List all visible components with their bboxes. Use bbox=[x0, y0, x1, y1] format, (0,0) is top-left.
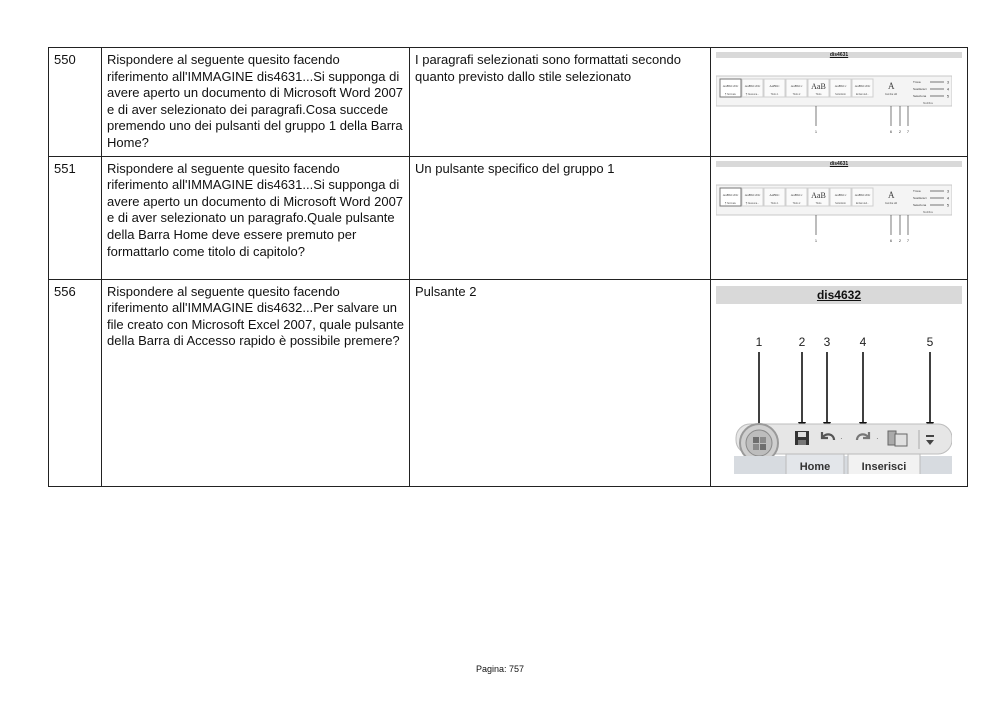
style-sample-text: AaB bbox=[811, 82, 826, 91]
callout-number: 4 bbox=[947, 87, 949, 92]
editing-command-label: Sostituisci bbox=[913, 195, 927, 200]
figure-title: dis4631 bbox=[716, 52, 962, 58]
style-sample-text: AaBbC bbox=[769, 84, 780, 88]
callout-number: 3 bbox=[823, 334, 831, 349]
tab-inserisci: Inserisci bbox=[861, 460, 907, 473]
callout-number: 4 bbox=[947, 196, 949, 201]
style-sample-text: AaBbCcDc bbox=[722, 84, 739, 88]
change-styles-icon: A bbox=[888, 189, 895, 200]
style-name-label: Titolo 1 bbox=[770, 201, 779, 205]
svg-text:·: · bbox=[840, 433, 843, 443]
callout-number: 6 bbox=[890, 130, 892, 134]
editing-command-label: Trova bbox=[913, 80, 921, 84]
callout-number: 4 bbox=[859, 334, 867, 349]
group-label: Modifica bbox=[923, 210, 933, 214]
style-sample-text: AaBbC bbox=[769, 192, 780, 197]
style-name-label: Enfasi deli... bbox=[855, 201, 870, 205]
callout-number: 7 bbox=[907, 130, 909, 134]
question-text: Rispondere al seguente quesito facendo riferimento all'IMMAGINE dis4632...Per salvare un file creato con Microsoft Excel 2007, quale pulsante della Barra di Accesso rapido è possibile premere? bbox=[102, 279, 410, 486]
callout-number: 5 bbox=[926, 334, 934, 349]
figure-cell bbox=[711, 48, 968, 157]
question-number: 550 bbox=[49, 48, 102, 157]
change-styles-label: Cambia stili bbox=[884, 201, 898, 205]
style-sample-text: AaBbCc bbox=[834, 192, 847, 197]
style-sample-text: AaBbCc bbox=[790, 192, 803, 197]
style-sample-text: AaBbCcDc bbox=[744, 192, 761, 197]
callout-number: 7 bbox=[907, 238, 909, 243]
group-label: Modifica bbox=[923, 102, 933, 105]
save-icon bbox=[795, 431, 809, 445]
table-row bbox=[49, 279, 968, 486]
questions-table bbox=[48, 47, 968, 487]
answer-text: Pulsante 2 bbox=[410, 279, 711, 486]
callout-number: 5 bbox=[947, 203, 949, 208]
callout-number: 2 bbox=[798, 334, 806, 349]
table-row bbox=[49, 156, 968, 279]
callout-number: 3 bbox=[947, 80, 949, 85]
change-styles-label: Cambia stili bbox=[884, 93, 898, 96]
editing-command-label: Seleziona bbox=[913, 94, 927, 98]
figure-cell bbox=[711, 279, 968, 486]
style-sample-text: AaBbCcDc bbox=[854, 192, 871, 197]
style-name-label: ¶ Normale bbox=[725, 93, 736, 96]
callout-number: 2 bbox=[899, 130, 901, 134]
page-footer: Pagina: 757 bbox=[475, 664, 525, 674]
style-name-label: Titolo 2 bbox=[792, 93, 801, 96]
style-name-label: ¶ Nessuna... bbox=[745, 201, 760, 205]
question-text: Rispondere al seguente quesito facendo riferimento all'IMMAGINE dis4631...Si supponga di avere aperto un documento di Microsoft Word 2007 e di aver selezionato un paragrafo.Quale pulsante della Barra Home deve essere premuto per formattarlo come titolo di capitolo? bbox=[102, 156, 410, 279]
style-sample-text: AaB bbox=[811, 190, 826, 200]
styles-ribbon-graphic bbox=[716, 58, 952, 138]
style-name-label: Titolo bbox=[815, 93, 822, 96]
style-sample-text: AaBbCc bbox=[834, 84, 847, 88]
figure-title: dis4631 bbox=[716, 161, 962, 167]
editing-command-label: Sostituisci bbox=[913, 87, 927, 91]
style-name-label: Titolo 1 bbox=[770, 93, 779, 96]
style-name-label: ¶ Nessuna... bbox=[745, 93, 760, 96]
style-sample-text: AaBbCc bbox=[790, 84, 803, 88]
styles-ribbon-figure bbox=[716, 167, 962, 247]
change-styles-icon: A bbox=[888, 81, 895, 91]
editing-command-label: Seleziona bbox=[913, 202, 927, 207]
quick-access-toolbar-figure bbox=[716, 304, 952, 474]
style-sample-text: AaBbCcDc bbox=[722, 192, 739, 197]
callout-number: 2 bbox=[899, 238, 901, 243]
style-name-label: Sottotitolo bbox=[835, 201, 846, 205]
styles-ribbon-graphic bbox=[716, 167, 952, 247]
callout-number: 1 bbox=[815, 238, 817, 243]
style-name-label: Sottotitolo bbox=[835, 93, 846, 96]
svg-text:·: · bbox=[876, 433, 879, 443]
styles-ribbon-figure bbox=[716, 58, 962, 138]
figure-cell bbox=[711, 156, 968, 279]
question-number: 551 bbox=[49, 156, 102, 279]
style-name-label: Enfasi deli... bbox=[855, 93, 870, 96]
tab-home: Home bbox=[799, 460, 831, 473]
callout-number: 5 bbox=[947, 94, 949, 99]
callout-number: 1 bbox=[755, 334, 763, 349]
question-text: Rispondere al seguente quesito facendo riferimento all'IMMAGINE dis4631...Si supponga di avere aperto un documento di Microsoft Word 2007 e di aver selezionato dei paragrafi.Cosa succede premendo uno dei pulsanti del gruppo 1 della Barra Home? bbox=[102, 48, 410, 157]
callout-number: 6 bbox=[890, 238, 892, 243]
callout-number: 1 bbox=[815, 130, 817, 134]
style-name-label: Titolo 2 bbox=[792, 201, 801, 205]
callout-number: 3 bbox=[947, 189, 949, 194]
answer-text: Un pulsante specifico del gruppo 1 bbox=[410, 156, 711, 279]
editing-command-label: Trova bbox=[913, 188, 921, 193]
style-sample-text: AaBbCcDc bbox=[744, 84, 761, 88]
style-sample-text: AaBbCcDc bbox=[854, 84, 871, 88]
table-row bbox=[49, 48, 968, 157]
style-name-label: Titolo bbox=[815, 201, 822, 205]
question-number: 556 bbox=[49, 279, 102, 486]
style-name-label: ¶ Normale bbox=[725, 201, 736, 205]
figure-title: dis4632 bbox=[716, 286, 962, 304]
answer-text: I paragrafi selezionati sono formattati secondo quanto previsto dallo stile selezionato bbox=[410, 48, 711, 157]
